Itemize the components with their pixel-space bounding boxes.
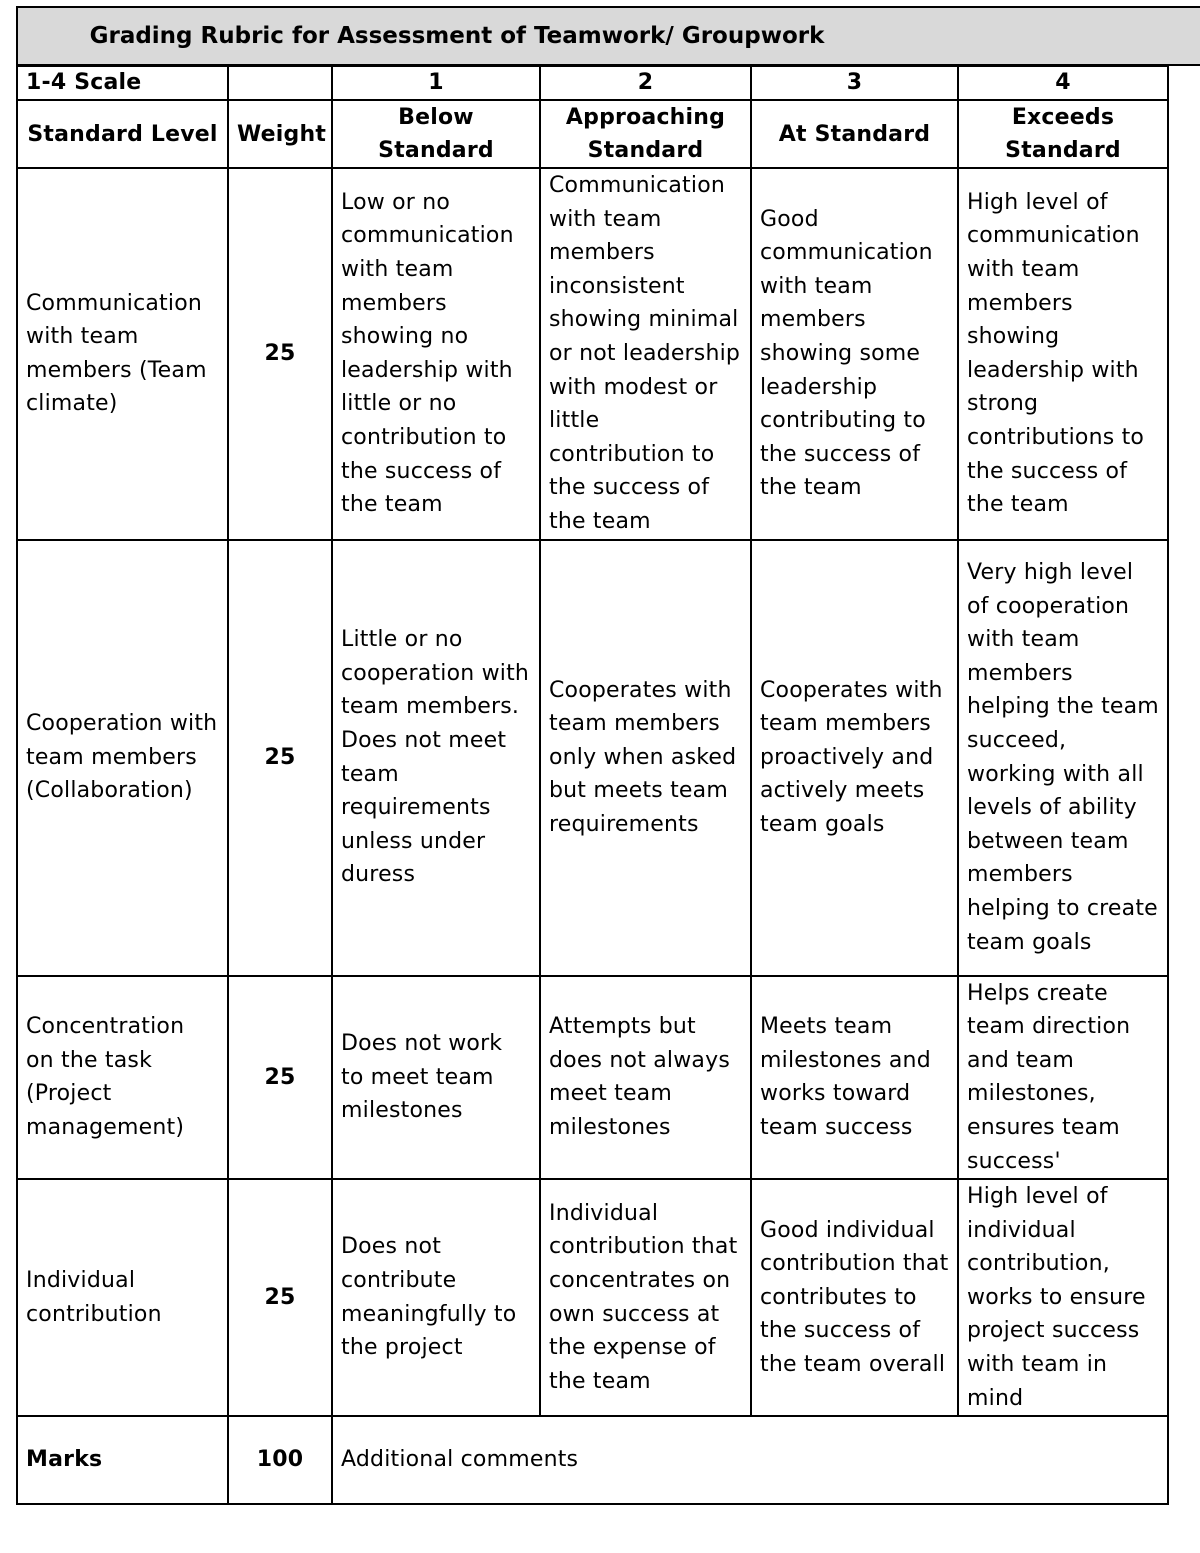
criterion-weight: 25 bbox=[228, 976, 332, 1180]
descriptor-at: Cooperates with team members proactively and actively meets team goals bbox=[751, 540, 958, 976]
criterion-weight: 25 bbox=[228, 168, 332, 540]
header-approaching-standard: Approaching Standard bbox=[540, 100, 751, 168]
descriptor-approaching: Individual contribution that concentrates on own success at the expense of the team bbox=[540, 1179, 751, 1416]
header-at-standard: At Standard bbox=[751, 100, 958, 168]
criterion-name: Communication with team members (Team climate) bbox=[17, 168, 228, 540]
criterion-weight: 25 bbox=[228, 540, 332, 976]
header-standard-level: Standard Level bbox=[17, 100, 228, 168]
criterion-name: Concentration on the task (Project management) bbox=[17, 976, 228, 1180]
marks-label: Marks bbox=[17, 1416, 228, 1504]
descriptor-exceeds: High level of communication with team members showing leadership with strong contributions to the success of the team bbox=[958, 168, 1168, 540]
descriptor-below: Low or no communication with team members showing no leadership with little or no contribution to the success of the team bbox=[332, 168, 540, 540]
header-below-standard: Below Standard bbox=[332, 100, 540, 168]
criterion-row bbox=[17, 540, 1168, 976]
scale-level-3: 3 bbox=[751, 66, 958, 100]
descriptor-exceeds: Helps create team direction and team milestones, ensures team success' bbox=[958, 976, 1168, 1180]
descriptor-exceeds: High level of individual contribution, works to ensure project success with team in mind bbox=[958, 1179, 1168, 1416]
criterion-row bbox=[17, 168, 1168, 540]
criterion-row bbox=[17, 1179, 1168, 1416]
scale-label: 1-4 Scale bbox=[17, 66, 228, 100]
scale-row bbox=[17, 66, 1168, 100]
criterion-weight: 25 bbox=[228, 1179, 332, 1416]
criterion-name: Individual contribution bbox=[17, 1179, 228, 1416]
descriptor-approaching: Cooperates with team members only when asked but meets team requirements bbox=[540, 540, 751, 976]
criterion-name: Cooperation with team members (Collaboration) bbox=[17, 540, 228, 976]
descriptor-approaching: Communication with team members inconsistent showing minimal or not leadership with modest or little contribution to the success of the team bbox=[540, 168, 751, 540]
marks-row bbox=[17, 1416, 1168, 1504]
descriptor-approaching: Attempts but does not always meet team milestones bbox=[540, 976, 751, 1180]
criterion-row bbox=[17, 976, 1168, 1180]
descriptor-at: Meets team milestones and works toward team success bbox=[751, 976, 958, 1180]
header-weight: Weight bbox=[228, 100, 332, 168]
additional-comments: Additional comments bbox=[332, 1416, 1168, 1504]
rubric-table bbox=[16, 65, 1169, 1505]
descriptor-at: Good individual contribution that contributes to the success of the team overall bbox=[751, 1179, 958, 1416]
descriptor-at: Good communication with team members showing some leadership contributing to the success of the team bbox=[751, 168, 958, 540]
rubric-title-bar bbox=[16, 6, 1200, 66]
scale-level-4: 4 bbox=[958, 66, 1168, 100]
header-exceeds-standard: Exceeds Standard bbox=[958, 100, 1168, 168]
descriptor-below: Does not work to meet team milestones bbox=[332, 976, 540, 1180]
scale-weight-cell bbox=[228, 66, 332, 100]
rubric-title: Grading Rubric for Assessment of Teamwork/ Groupwork bbox=[89, 23, 825, 49]
descriptor-below: Little or no cooperation with team members. Does not meet team requirements unless under duress bbox=[332, 540, 540, 976]
scale-level-1: 1 bbox=[332, 66, 540, 100]
scale-level-2: 2 bbox=[540, 66, 751, 100]
header-row bbox=[17, 100, 1168, 168]
descriptor-exceeds: Very high level of cooperation with team members helping the team succeed, working with all levels of ability between team members helping to create team goals bbox=[958, 540, 1168, 976]
marks-total: 100 bbox=[228, 1416, 332, 1504]
descriptor-below: Does not contribute meaningfully to the project bbox=[332, 1179, 540, 1416]
